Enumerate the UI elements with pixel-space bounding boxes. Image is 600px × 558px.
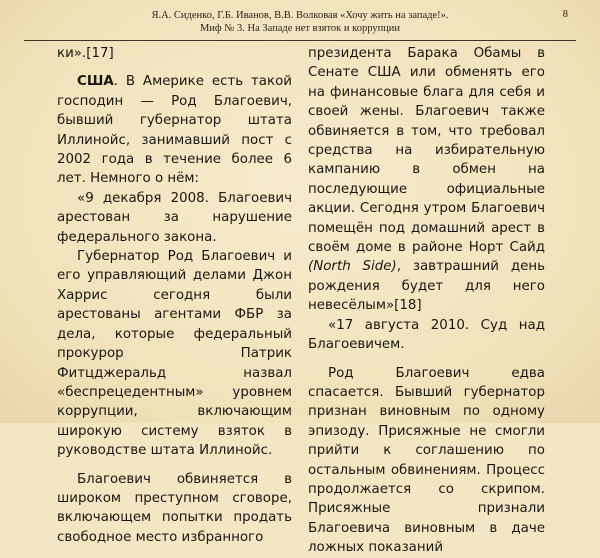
paragraph-gap <box>57 461 292 470</box>
paragraph-trial-date: «17 августа 2010. Суд над Благоевичем. <box>308 317 545 353</box>
paragraph-continuation: ки».[17] <box>57 46 114 61</box>
left-column <box>57 44 292 547</box>
page-number: 8 <box>562 9 568 20</box>
usa-text: . В Америке есть такой господин — Род Благоевич, бывший губернатор штата Иллинойс, занимавший пост с 2002 года в течение более 6 лет. Немного о нём: <box>57 74 292 187</box>
running-header <box>0 9 600 35</box>
header-section: Миф № 3. На Западе нет взяток и коррупции <box>199 23 401 34</box>
north-side-italic: (North Side) <box>308 259 397 275</box>
paragraph-usa <box>57 72 292 188</box>
paragraph-gap <box>57 63 292 72</box>
header-authors-title: Я.А. Сиденко, Г.Б. Иванов, В.В. Волковая «Хочу жить на западе!». <box>151 10 449 21</box>
header-rule <box>24 40 576 41</box>
paragraph-gap <box>308 355 545 364</box>
right-column <box>308 44 545 558</box>
paragraph-verdict: Род Благоевич едва спасается. Бывший губернатор признан виновным по одному эпизоду. Присяжные не смогли прийти к соглашению по остальным обвинениям. Процесс продолжается со скрипом. Присяжные признали Благоевича виновным в даче ложных показаний <box>308 365 545 556</box>
paragraph-quote-date: «9 декабря 2008. Благоевич арестован за нарушение федерального закона. <box>57 190 292 245</box>
country-heading: США <box>77 74 114 90</box>
paragraph-arrest: Губернатор Род Благоевич и его управляющий делами Джон Харрис сегодня были арестованы агентами ФБР за дела, которые федеральный прокурор Патрик Фитцджеральд назвал «беспрецедентным» уровнем коррупции, включающим широкую систему взяток в руководстве штата Иллинойс. <box>57 249 292 459</box>
birthday-text: , завтрашний день рождения будет для него невесёлым»[18] <box>308 259 545 314</box>
paragraph-obama-seat <box>308 44 545 316</box>
obama-text: президента Барака Обамы в Сенате США или обменять его на финансовые блага для себя и своей жены. Благоевич также обвиняется в том, что требовал средства на избирательную кампанию в обмен на последующие официальные акции. Сегодня утром Благоевич помещён под домашний арест в своём доме в районе Норт Сайд <box>308 46 545 256</box>
paragraph-charges: Благоевич обвиняется в широком преступном сговоре, включающем попытки продать свободное место избранного <box>57 471 292 545</box>
